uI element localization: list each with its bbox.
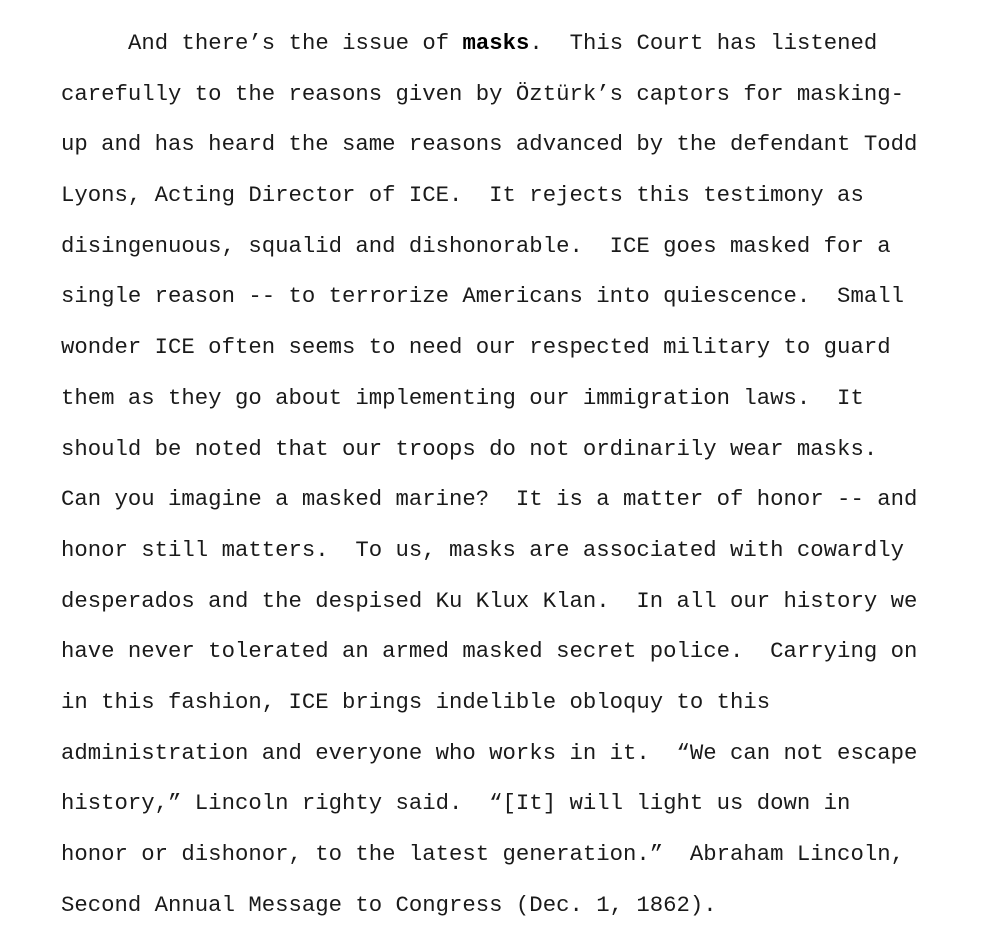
paragraph-first-line [61, 28, 991, 79]
paragraph-line: Lyons, Acting Director of ICE. It rejects this testimony as [61, 182, 864, 209]
paragraph-line: honor or dishonor, to the latest generation.” Abraham Lincoln, [61, 841, 904, 867]
document-page [61, 28, 991, 940]
text-segment: . This Court has listened [529, 30, 878, 56]
paragraph-line: honor still matters. To us, masks are associated with cowardly [61, 536, 904, 563]
paragraph-line: in this fashion, ICE brings indelible obloquy to this [61, 688, 771, 715]
paragraph-line: up and has heard the same reasons advanced by the defendant Todd [61, 131, 918, 158]
paragraph-line: disingenuous, squalid and dishonorable. ICE goes masked for a [61, 232, 891, 259]
paragraph-line: them as they go about implementing our immigration laws. It [61, 384, 864, 411]
paragraph-line: should be noted that our troops do not ordinarily wear masks. [61, 435, 878, 462]
paragraph-line: Can you imagine a masked marine? It is a matter of honor -- and [61, 486, 918, 513]
text-segment: And there’s the issue of [128, 30, 463, 56]
citation-line: Second Annual Message to Congress (Dec. 1, 1862). [61, 891, 717, 918]
emphasized-term: masks [462, 30, 530, 56]
paragraph-line: single reason -- to terrorize Americans into quiescence. Small [61, 283, 904, 310]
paragraph-line: administration and everyone who works in it. “We can not escape [61, 739, 918, 766]
paragraph-line: carefully to the reasons given by Öztürk’s captors for masking- [61, 80, 904, 107]
paragraph-line: history,” Lincoln righty said. “[It] will light us down in [61, 790, 851, 817]
paragraph-line: desperados and the despised Ku Klux Klan. In all our history we [61, 587, 918, 614]
paragraph-line: wonder ICE often seems to need our respected military to guard [61, 334, 891, 361]
paragraph-line: have never tolerated an armed masked secret police. Carrying on [61, 638, 918, 665]
